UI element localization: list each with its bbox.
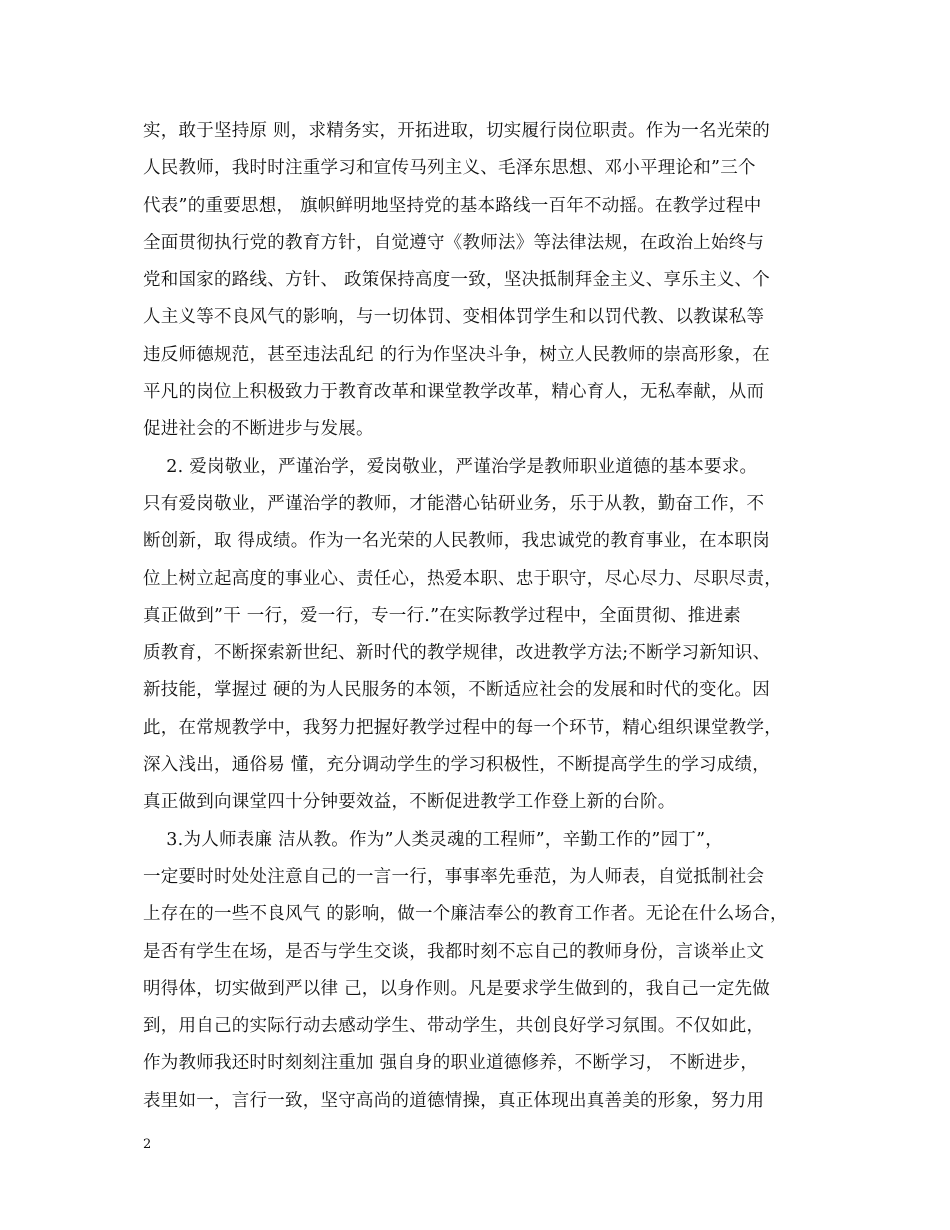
text-line: 党和国家的路线、方针、 政策保持高度一致，坚决抵制拜金主义、享乐主义、个 xyxy=(143,270,771,291)
text-line: 3.为人师表廉 洁从教。作为”人类灵魂的工程师”，辛勤工作的”园丁”， xyxy=(143,829,724,850)
text-line: 实，敢于坚持原 则，求精务实，开拓进取，切实履行岗位职责。作为一名光荣的 xyxy=(143,121,771,141)
body-text xyxy=(143,113,823,1120)
text-line: 断创新，取 得成绩。作为一名光荣的人民教师，我忠诚党的教育事业，在本职岗 xyxy=(143,531,771,552)
text-line: 促进社会的不断进步与发展。 xyxy=(143,419,374,440)
text-line: 一定要时时处处注意自己的一言一行，事事率先垂范，为人师表，自觉抵制社会 xyxy=(143,866,765,887)
text-line: 新技能，掌握过 硬的为人民服务的本领，不断适应社会的发展和时代的变化。因 xyxy=(143,680,771,701)
text-line: 上存在的一些不良风气 的影响，做一个廉洁奉公的教育工作者。无论在什么场合， xyxy=(143,904,788,925)
text-line: 真正做到”干 一行，爱一行，专一行.”在实际教学过程中，全面贯彻、推进素 xyxy=(143,605,742,626)
text-line: 到，用自己的实际行动去感动学生、带动学生，共创良好学习氛围。不仅如此， xyxy=(143,1016,765,1037)
text-line: 代表”的重要思想， 旗帜鲜明地坚持党的基本路线一百年不动摇。在教学过程中 xyxy=(143,195,762,216)
text-line: 平凡的岗位上积极致力于教育改革和课堂教学改革，精心育人，无私奉献，从而 xyxy=(143,382,765,403)
text-line: 违反师德规范，甚至违法乱纪 的行为作坚决斗争，树立人民教师的崇高形象，在 xyxy=(143,344,771,365)
text-line: 真正做到向课堂四十分钟要效益，不断促进教学工作登上新的台阶。 xyxy=(143,792,676,813)
text-line: 只有爱岗敬业，严谨治学的教师，才能潜心钻研业务，乐于从教，勤奋工作，不 xyxy=(143,493,765,514)
text-line: 表里如一，言行一致，坚守高尚的道德情操，真正体现出真善美的形象，努力用 xyxy=(143,1090,765,1111)
text-line: 质教育，不断探索新世纪、新时代的教学规律，改进教学方法;不断学习新知识、 xyxy=(143,643,771,664)
text-line: 作为教师我还时时刻刻注重加 强自身的职业道德修养，不断学习， 不断进步， xyxy=(143,1053,759,1074)
text-line: 明得体，切实做到严以律 己，以身作则。凡是要求学生做到的，我自己一定先做 xyxy=(143,978,771,999)
text-line: 位上树立起高度的事业心、责任心，热爱本职、忠于职守，尽心尽力、尽职尽责， xyxy=(143,568,782,589)
text-line: 是否有学生在场，是否与学生交谈，我都时刻不忘自己的教师身份，言谈举止文 xyxy=(143,941,765,962)
text-line: 深入浅出，通俗易 懂，充分调动学生的学习积极性，不断提高学生的学习成绩， xyxy=(143,755,771,776)
text-line: 人民教师，我时时注重学习和宣传马列主义、毛泽东思想、邓小平理论和”三个 xyxy=(143,158,756,179)
text-line: 2. 爱岗敬业，严谨治学，爱岗敬业，严谨治学是教师职业道德的基本要求。 xyxy=(143,456,758,477)
text-line: 全面贯彻执行党的教育方针，自觉遵守《教师法》等法律法规，在政治上始终与 xyxy=(143,232,765,253)
text-line: 人主义等不良风气的影响，与一切体罚、变相体罚学生和以罚代教、以教谋私等 xyxy=(143,307,765,328)
page-number: 2 xyxy=(143,1137,152,1152)
text-line: 此，在常规教学中，我努力把握好教学过程中的每一个环节，精心组织课堂教学， xyxy=(143,717,782,738)
